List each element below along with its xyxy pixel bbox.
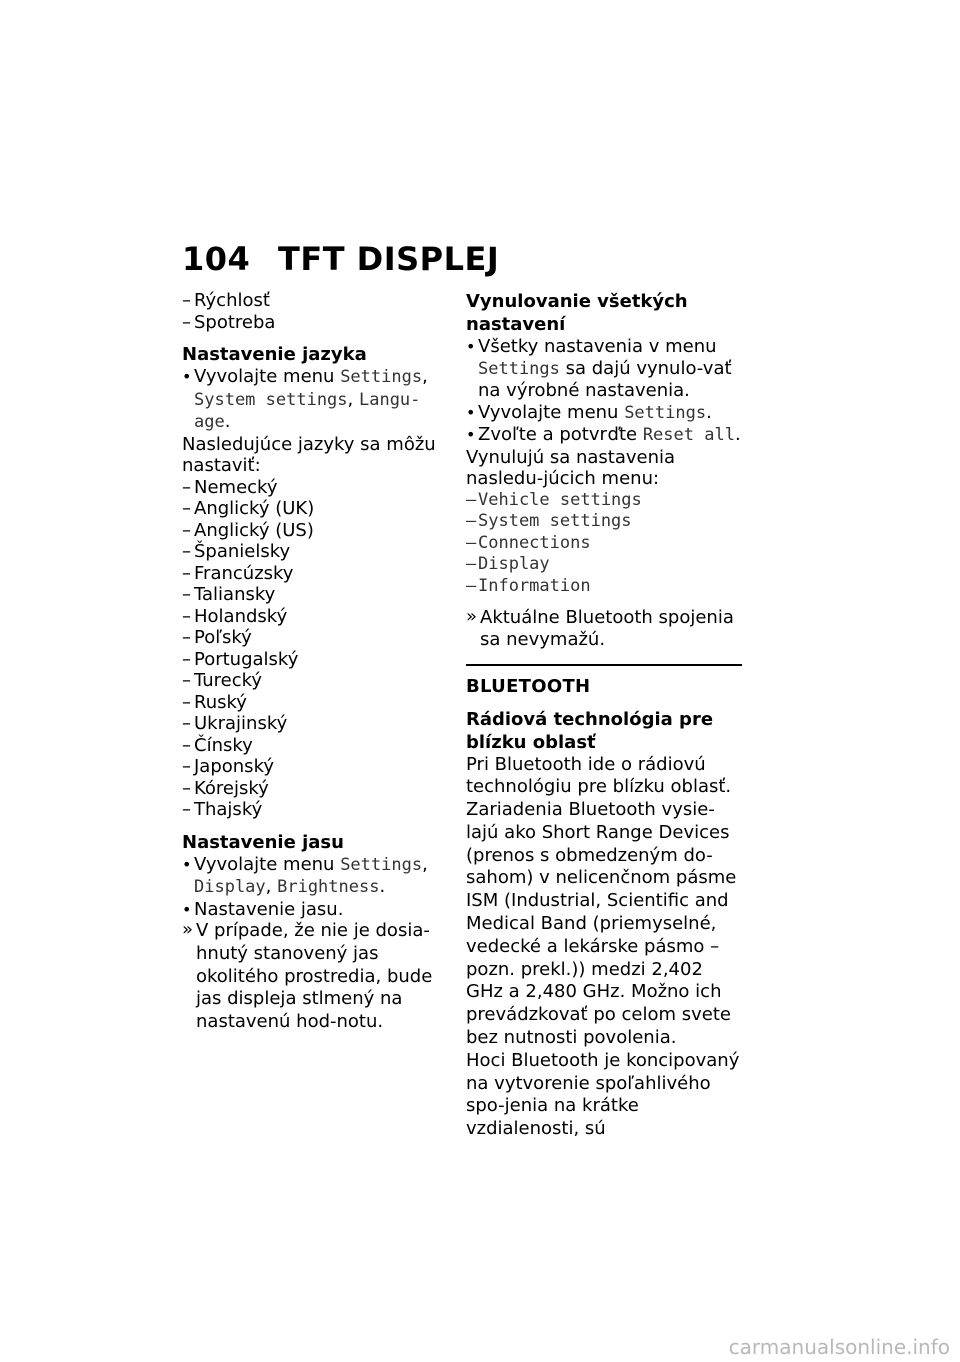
bluetooth-paragraph: Pri Bluetooth ide o rádiovú technológiu pre blízku oblasť. Zariadenia Bluetooth vysie-lajú ako Short Range Devices (prenos s obmedzeným do-sahom) v nelicenčnom pásme ISM (Industrial, Scientific and Medical Band (priemyselné, vedecké a lekárske pásmo – pozn. prekl.)) medzi 2,402 GHz a 2,480 GHz. Možno ich prevádzkovať po celom svete bez nutnosti povolenia. — [466, 753, 737, 1049]
menu-name: Reset all — [642, 425, 735, 445]
menu-name: System settings — [194, 389, 348, 410]
list-item: – Francúzsky — [182, 563, 444, 585]
right-column — [466, 290, 742, 1141]
menu-name: Settings — [624, 402, 707, 423]
menu-name: Langu- — [358, 389, 421, 410]
left-column — [182, 290, 444, 1034]
watermark: carmanualsonline.info — [728, 1335, 950, 1359]
list-item: – System settings — [466, 511, 742, 533]
list-item: – Spotreba — [182, 312, 444, 334]
language-intro: Nasledujúce jazyky sa môžu nastaviť: — [182, 433, 436, 476]
menu-name: Settings — [340, 854, 423, 875]
reset-step: • Všetky nastavenia v menu Settings sa dajú vynulo-vať na výrobné nastavenia. — [466, 336, 742, 402]
list-item: – Holandský — [182, 606, 444, 628]
list-item: – Ruský — [182, 692, 444, 714]
brightness-step: • Nastavenie jasu. — [182, 899, 444, 921]
bluetooth-heading: Rádiová technológia pre blízku oblasť — [466, 708, 714, 753]
menu-name: Settings — [478, 358, 560, 379]
menu-name: age — [194, 412, 225, 432]
section-divider — [466, 664, 742, 666]
list-item: – Portugalský — [182, 649, 444, 671]
language-step: • Vyvolajte menu Settings, System settings, Langu- age. — [182, 366, 444, 434]
list-item: – Vehicle settings — [466, 490, 742, 512]
top-list — [182, 290, 444, 333]
list-item: – Anglický (UK) — [182, 498, 444, 520]
list-item: – Display — [466, 554, 742, 576]
list-item: – Kórejský — [182, 778, 444, 800]
list-item: – Čínsky — [182, 735, 444, 757]
list-item: – Connections — [466, 533, 742, 555]
list-item: – Španielsky — [182, 541, 444, 563]
list-item: – Japonský — [182, 756, 444, 778]
reset-note: » Aktuálne Bluetooth spojenia sa nevymažú. — [466, 607, 742, 650]
list-item: – Ukrajinský — [182, 713, 444, 735]
list-item: – Poľský — [182, 627, 444, 649]
menu-name: Brightness — [277, 877, 380, 897]
page-header — [182, 240, 742, 280]
language-heading: Nastavenie jazyka — [182, 344, 367, 365]
bluetooth-paragraph: Hoci Bluetooth je koncipovaný na vytvorenie spoľahlivého spo-jenia na krátke vzdialenosti, sú — [466, 1049, 740, 1140]
reset-heading: Vynulovanie všetkých nastavení — [466, 291, 688, 335]
reset-menu-list — [466, 490, 742, 598]
list-item: – Turecký — [182, 670, 444, 692]
list-item: – Anglický (US) — [182, 520, 444, 542]
reset-step: • Zvoľte a potvrďte Reset all. — [466, 424, 742, 447]
list-item: – Nemecký — [182, 477, 444, 499]
chapter-title: TFT DISPLEJ — [278, 240, 500, 278]
brightness-note: » V prípade, že nie je dosia-hnutý stanovený jas okolitého prostredia, bude jas displeja stlmený na nastavenú hod-notu. — [182, 920, 444, 1034]
section-title: BLUETOOTH — [466, 676, 591, 697]
list-item: – Information — [466, 576, 742, 598]
reset-intro: Vynulujú sa nastavenia nasledu-júcich menu: — [466, 446, 676, 489]
list-item: – Rýchlosť — [182, 290, 444, 312]
list-item: – Thajský — [182, 799, 444, 821]
menu-name: Settings — [340, 367, 423, 387]
language-list — [182, 477, 444, 821]
spacer — [466, 597, 742, 607]
reset-step: • Vyvolajte menu Settings. — [466, 402, 742, 425]
brightness-step: • Vyvolajte menu Settings, Display, Brightness. — [182, 854, 444, 899]
page-number: 104 — [182, 240, 251, 278]
menu-name: Display — [194, 877, 266, 897]
brightness-heading: Nastavenie jasu — [182, 831, 344, 853]
list-item: – Taliansky — [182, 584, 444, 606]
